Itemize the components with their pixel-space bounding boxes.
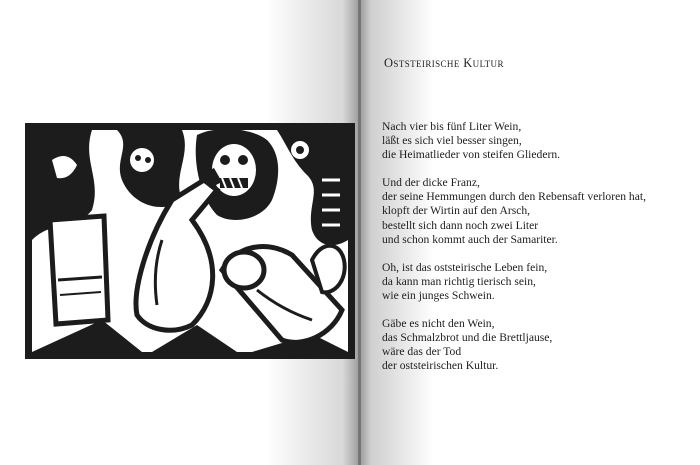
- stanza: [382, 176, 700, 246]
- poem-line: wäre das der Tod: [382, 345, 462, 359]
- stanza: [382, 261, 700, 303]
- poem-title: Oststeirische Kultur: [384, 56, 504, 70]
- woodcut-drinking-scene-icon: [22, 120, 358, 362]
- book-gutter: [358, 0, 361, 465]
- poem-line: bestellt sich dann noch zwei Liter: [382, 218, 539, 232]
- poem-line: der oststeirischen Kultur.: [382, 359, 499, 373]
- poem-line: da kann man richtig tierisch sein,: [382, 274, 536, 288]
- poem-line: die Heimatlieder von steifen Gliedern.: [382, 148, 561, 162]
- poem-line: wie ein junges Schwein.: [382, 288, 495, 302]
- poem-line: Und der dicke Franz,: [382, 176, 480, 190]
- poem-line: klopft der Wirtin auf den Arsch,: [382, 204, 531, 218]
- poem-line: Oh, ist das oststeirische Leben fein,: [382, 260, 548, 274]
- poem-body: [382, 120, 700, 387]
- right-page: [362, 0, 700, 465]
- poem-line: der seine Hemmungen durch den Rebensaft verloren hat,: [382, 190, 646, 204]
- stanza: [382, 317, 700, 373]
- woodcut-illustration: [22, 120, 358, 362]
- poem-line: das Schmalzbrot und die Brettljause,: [382, 331, 553, 345]
- poem-line: läßt es sich viel besser singen,: [382, 134, 522, 148]
- stanza: [382, 120, 700, 162]
- poem-line: Gäbe es nicht den Wein,: [382, 317, 495, 331]
- poem-line: und schon kommt auch der Samariter.: [382, 232, 558, 246]
- poem-line: Nach vier bis fünf Liter Wein,: [382, 120, 522, 133]
